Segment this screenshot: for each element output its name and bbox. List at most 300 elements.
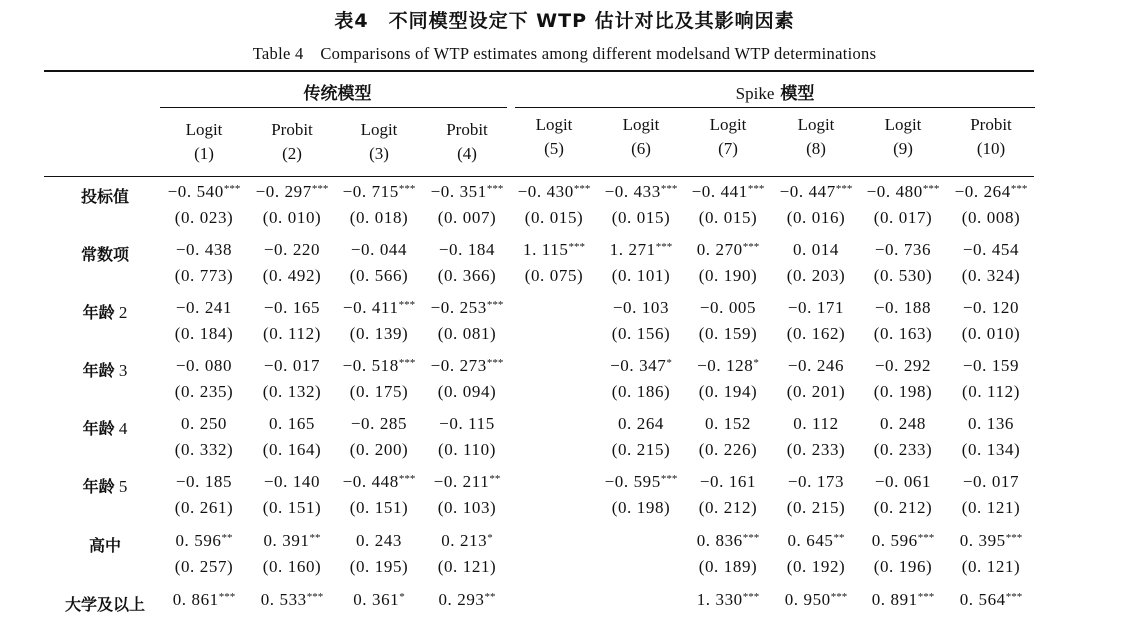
significance-stars: *** xyxy=(742,532,760,544)
coefficient-cell xyxy=(597,472,685,492)
significance-stars: *** xyxy=(486,183,504,195)
coefficient-value: −0. 292 xyxy=(874,356,932,375)
standard-error-cell: (0. 132) xyxy=(262,382,322,401)
coefficient-value: −0. 715 xyxy=(342,182,399,201)
column-header-3 xyxy=(335,118,423,166)
coefficient-cell xyxy=(772,298,860,318)
coefficient-value: 0. 596 xyxy=(175,531,222,550)
coefficient-value: 1. 271 xyxy=(609,240,656,259)
coefficient-cell xyxy=(160,240,248,260)
significance-stars: *** xyxy=(486,357,504,369)
coefficient-cell xyxy=(684,531,772,551)
coefficient-value: −0. 480 xyxy=(866,182,923,201)
coefficient-value: 0. 596 xyxy=(871,531,918,550)
coefficient-value: −0. 017 xyxy=(962,472,1020,491)
coefficient-value: 0. 264 xyxy=(617,414,665,433)
standard-error-cell: (0. 566) xyxy=(349,266,409,285)
significance-stars: *** xyxy=(917,591,935,603)
significance-stars: *** xyxy=(486,299,504,311)
column-model-name: Probit xyxy=(970,115,1012,134)
coefficient-value: −0. 433 xyxy=(604,182,661,201)
row-label xyxy=(50,474,160,497)
standard-error-cell: (0. 160) xyxy=(262,557,322,576)
standard-error-cell: (0. 212) xyxy=(873,498,933,517)
coefficient-cell xyxy=(248,240,336,260)
significance-stars: * xyxy=(399,591,405,603)
standard-error-cell: (0. 103) xyxy=(437,498,497,517)
coefficient-value: −0. 115 xyxy=(439,414,495,433)
coefficient-value: 0. 564 xyxy=(959,590,1006,609)
standard-error-cell: (0. 015) xyxy=(698,208,758,227)
significance-stars: *** xyxy=(573,183,591,195)
coefficient-value: 0. 248 xyxy=(879,414,927,433)
coefficient-value: 0. 250 xyxy=(180,414,228,433)
standard-error-cell: (0. 324) xyxy=(961,266,1021,285)
significance-stars: *** xyxy=(223,183,241,195)
coefficient-value: −0. 241 xyxy=(175,298,233,317)
coefficient-value: −0. 173 xyxy=(787,472,845,491)
coefficient-value: −0. 595 xyxy=(604,472,661,491)
significance-stars: ** xyxy=(309,532,321,544)
standard-error-cell: (0. 121) xyxy=(961,557,1021,576)
standard-error-cell: (0. 139) xyxy=(349,324,409,343)
coefficient-value: −0. 264 xyxy=(954,182,1011,201)
coefficient-value: 0. 136 xyxy=(967,414,1015,433)
standard-error-cell: (0. 121) xyxy=(961,498,1021,517)
coefficient-value: 0. 645 xyxy=(787,531,834,550)
coefficient-cell xyxy=(772,472,860,492)
coefficient-value: 0. 112 xyxy=(793,414,839,433)
coefficient-value: −0. 285 xyxy=(350,414,408,433)
coefficient-cell xyxy=(772,531,860,551)
standard-error-cell: (0. 366) xyxy=(437,266,497,285)
significance-stars: ** xyxy=(833,532,845,544)
column-header-10 xyxy=(947,113,1035,161)
coefficient-value: 0. 270 xyxy=(696,240,743,259)
coefficient-value: −0. 297 xyxy=(255,182,312,201)
coefficient-cell xyxy=(597,182,685,202)
standard-error-cell: (0. 015) xyxy=(524,208,584,227)
coefficient-cell xyxy=(248,590,336,610)
coefficient-cell xyxy=(423,298,511,318)
standard-error-cell: (0. 163) xyxy=(873,324,933,343)
coefficient-value: −0. 005 xyxy=(699,298,757,317)
coefficient-value: −0. 211 xyxy=(433,472,490,491)
coefficient-cell xyxy=(859,590,947,610)
coefficient-value: −0. 140 xyxy=(263,472,321,491)
coefficient-value: 0. 395 xyxy=(959,531,1006,550)
standard-error-cell: (0. 151) xyxy=(262,498,322,517)
row-label-text: 年龄 xyxy=(82,477,115,496)
coefficient-value: 0. 243 xyxy=(355,531,403,550)
coefficient-cell xyxy=(597,414,685,434)
standard-error-cell: (0. 007) xyxy=(437,208,497,227)
standard-error-cell: (0. 492) xyxy=(262,266,322,285)
coefficient-cell xyxy=(597,240,685,260)
standard-error-cell: (0. 008) xyxy=(961,208,1021,227)
coefficient-cell xyxy=(248,182,336,202)
standard-error-cell: (0. 156) xyxy=(611,324,671,343)
significance-stars: * xyxy=(753,357,759,369)
coefficient-cell xyxy=(597,356,685,376)
column-header-8 xyxy=(772,113,860,161)
coefficient-cell xyxy=(859,356,947,376)
standard-error-cell: (0. 196) xyxy=(873,557,933,576)
coefficient-cell xyxy=(335,182,423,202)
coefficient-cell xyxy=(684,590,772,610)
standard-error-cell: (0. 200) xyxy=(349,440,409,459)
coefficient-cell xyxy=(335,590,423,610)
column-model-name: Logit xyxy=(622,115,660,134)
coefficient-cell xyxy=(947,414,1035,434)
column-model-name: Logit xyxy=(360,120,398,139)
standard-error-cell: (0. 192) xyxy=(786,557,846,576)
standard-error-cell: (0. 226) xyxy=(698,440,758,459)
coefficient-cell xyxy=(160,356,248,376)
coefficient-cell xyxy=(859,472,947,492)
standard-error-cell: (0. 233) xyxy=(873,440,933,459)
standard-error-cell: (0. 151) xyxy=(349,498,409,517)
header-bottom-rule xyxy=(44,176,1034,177)
row-label-text: 年龄 xyxy=(82,419,115,438)
coefficient-value: −0. 080 xyxy=(175,356,233,375)
standard-error-cell: (0. 198) xyxy=(611,498,671,517)
significance-stars: * xyxy=(487,532,493,544)
row-label-number: 2 xyxy=(114,303,128,322)
significance-stars: *** xyxy=(1005,532,1023,544)
standard-error-cell: (0. 134) xyxy=(961,440,1021,459)
coefficient-value: −0. 184 xyxy=(438,240,496,259)
coefficient-value: −0. 273 xyxy=(430,356,487,375)
coefficient-value: −0. 540 xyxy=(167,182,224,201)
column-number: (2) xyxy=(282,144,302,163)
significance-stars: *** xyxy=(1010,183,1028,195)
column-number: (4) xyxy=(457,144,477,163)
coefficient-value: −0. 128 xyxy=(697,356,754,375)
significance-stars: ** xyxy=(484,591,496,603)
coefficient-cell xyxy=(859,531,947,551)
significance-stars: *** xyxy=(218,591,236,603)
row-label-text: 高中 xyxy=(88,536,121,555)
coefficient-cell xyxy=(335,298,423,318)
coefficient-cell xyxy=(160,414,248,434)
significance-stars: *** xyxy=(311,183,329,195)
column-header-5 xyxy=(510,113,598,161)
column-header-6 xyxy=(597,113,685,161)
standard-error-cell: (0. 023) xyxy=(174,208,234,227)
coefficient-value: −0. 185 xyxy=(175,472,233,491)
coefficient-cell xyxy=(248,298,336,318)
column-number: (8) xyxy=(806,139,826,158)
column-header-1 xyxy=(160,118,248,166)
column-number: (9) xyxy=(893,139,913,158)
standard-error-cell: (0. 164) xyxy=(262,440,322,459)
coefficient-cell xyxy=(859,240,947,260)
row-label-number: 5 xyxy=(114,477,128,496)
coefficient-value: 1. 115 xyxy=(523,240,569,259)
coefficient-value: 0. 213 xyxy=(441,531,488,550)
standard-error-cell: (0. 203) xyxy=(786,266,846,285)
row-label-text: 年龄 xyxy=(82,303,115,322)
standard-error-cell: (0. 094) xyxy=(437,382,497,401)
coefficient-cell xyxy=(597,298,685,318)
column-model-name: Probit xyxy=(271,120,313,139)
column-number: (5) xyxy=(544,139,564,158)
coefficient-cell xyxy=(772,356,860,376)
coefficient-cell xyxy=(423,182,511,202)
significance-stars: *** xyxy=(830,591,848,603)
significance-stars: ** xyxy=(221,532,233,544)
coefficient-cell xyxy=(947,472,1035,492)
column-number: (6) xyxy=(631,139,651,158)
coefficient-cell xyxy=(248,472,336,492)
coefficient-cell xyxy=(947,240,1035,260)
row-label-text: 年龄 xyxy=(82,361,115,380)
coefficient-value: −0. 171 xyxy=(787,298,845,317)
significance-stars: ** xyxy=(489,473,501,485)
standard-error-cell: (0. 530) xyxy=(873,266,933,285)
significance-stars: *** xyxy=(742,241,760,253)
coefficient-cell xyxy=(684,414,772,434)
coefficient-value: −0. 438 xyxy=(175,240,233,259)
coefficient-value: 0. 533 xyxy=(260,590,307,609)
significance-stars: *** xyxy=(398,357,416,369)
coefficient-cell xyxy=(335,240,423,260)
column-header-2 xyxy=(248,118,336,166)
standard-error-cell: (0. 010) xyxy=(961,324,1021,343)
standard-error-cell: (0. 235) xyxy=(174,382,234,401)
coefficient-value: −0. 411 xyxy=(342,298,399,317)
coefficient-value: 0. 861 xyxy=(172,590,219,609)
significance-stars: *** xyxy=(398,183,416,195)
coefficient-cell xyxy=(947,298,1035,318)
coefficient-cell xyxy=(772,182,860,202)
group-spike-en: Spike xyxy=(735,84,775,103)
significance-stars: *** xyxy=(660,183,678,195)
column-number: (7) xyxy=(718,139,738,158)
row-label xyxy=(50,358,160,381)
significance-stars: * xyxy=(666,357,672,369)
coefficient-value: 0. 014 xyxy=(792,240,840,259)
coefficient-cell xyxy=(684,298,772,318)
table-title-cn: 表4 不同模型设定下 WTP 估计对比及其影响因素 xyxy=(334,10,795,32)
coefficient-value: 0. 950 xyxy=(784,590,831,609)
coefficient-cell xyxy=(160,298,248,318)
standard-error-cell: (0. 112) xyxy=(263,324,321,343)
column-model-name: Logit xyxy=(535,115,573,134)
coefficient-cell xyxy=(859,414,947,434)
coefficient-value: −0. 454 xyxy=(962,240,1020,259)
table-title-en: Table 4 Comparisons of WTP estimates among different modelsand WTP determinations xyxy=(252,44,877,63)
column-number: (3) xyxy=(369,144,389,163)
significance-stars: *** xyxy=(655,241,673,253)
coefficient-value: 0. 152 xyxy=(704,414,752,433)
coefficient-value: −0. 044 xyxy=(350,240,408,259)
coefficient-cell xyxy=(947,590,1035,610)
group-spike-cn: 模型 xyxy=(780,84,815,104)
standard-error-cell: (0. 081) xyxy=(437,324,497,343)
coefficient-cell xyxy=(335,472,423,492)
coefficient-cell xyxy=(335,531,423,551)
standard-error-cell: (0. 194) xyxy=(698,382,758,401)
standard-error-cell: (0. 162) xyxy=(786,324,846,343)
group-traditional-rule xyxy=(160,107,507,108)
row-label-text: 投标值 xyxy=(80,187,129,206)
coefficient-cell xyxy=(772,590,860,610)
standard-error-cell: (0. 112) xyxy=(962,382,1020,401)
standard-error-cell: (0. 257) xyxy=(174,557,234,576)
coefficient-value: −0. 448 xyxy=(342,472,399,491)
standard-error-cell: (0. 184) xyxy=(174,324,234,343)
standard-error-cell: (0. 016) xyxy=(786,208,846,227)
coefficient-cell xyxy=(859,182,947,202)
column-model-name: Probit xyxy=(446,120,488,139)
significance-stars: *** xyxy=(1005,591,1023,603)
standard-error-cell: (0. 198) xyxy=(873,382,933,401)
coefficient-cell xyxy=(772,240,860,260)
coefficient-cell xyxy=(248,531,336,551)
coefficient-cell xyxy=(423,472,511,492)
row-label-number: 4 xyxy=(114,419,128,438)
coefficient-value: −0. 347 xyxy=(610,356,667,375)
significance-stars: *** xyxy=(835,183,853,195)
standard-error-cell: (0. 017) xyxy=(873,208,933,227)
coefficient-value: −0. 159 xyxy=(962,356,1020,375)
coefficient-cell xyxy=(684,182,772,202)
standard-error-cell: (0. 215) xyxy=(611,440,671,459)
significance-stars: *** xyxy=(917,532,935,544)
coefficient-cell xyxy=(510,240,598,260)
standard-error-cell: (0. 261) xyxy=(174,498,234,517)
group-spike-rule xyxy=(515,107,1035,108)
column-number: (10) xyxy=(976,139,1006,158)
coefficient-cell xyxy=(423,531,511,551)
coefficient-cell xyxy=(248,356,336,376)
coefficient-cell xyxy=(510,182,598,202)
coefficient-value: −0. 017 xyxy=(263,356,321,375)
coefficient-value: 1. 330 xyxy=(696,590,743,609)
coefficient-value: −0. 246 xyxy=(787,356,845,375)
coefficient-value: −0. 165 xyxy=(263,298,321,317)
coefficient-cell xyxy=(684,240,772,260)
column-model-name: Logit xyxy=(884,115,922,134)
standard-error-cell: (0. 186) xyxy=(611,382,671,401)
standard-error-cell: (0. 175) xyxy=(349,382,409,401)
coefficient-cell xyxy=(947,531,1035,551)
standard-error-cell: (0. 015) xyxy=(611,208,671,227)
standard-error-cell: (0. 159) xyxy=(698,324,758,343)
row-label xyxy=(50,184,160,207)
row-label-text: 大学及以上 xyxy=(64,595,145,614)
column-header-9 xyxy=(859,113,947,161)
standard-error-cell: (0. 233) xyxy=(786,440,846,459)
standard-error-cell: (0. 190) xyxy=(698,266,758,285)
coefficient-cell xyxy=(160,531,248,551)
coefficient-cell xyxy=(684,356,772,376)
standard-error-cell: (0. 773) xyxy=(174,266,234,285)
coefficient-value: 0. 165 xyxy=(268,414,316,433)
coefficient-cell xyxy=(160,182,248,202)
coefficient-cell xyxy=(160,590,248,610)
row-label-text: 常数项 xyxy=(80,245,129,264)
coefficient-cell xyxy=(423,356,511,376)
significance-stars: *** xyxy=(922,183,940,195)
row-label xyxy=(50,592,160,615)
coefficient-cell xyxy=(947,182,1035,202)
coefficient-value: −0. 161 xyxy=(699,472,757,491)
standard-error-cell: (0. 189) xyxy=(698,557,758,576)
group-traditional-label xyxy=(160,79,515,104)
standard-error-cell: (0. 121) xyxy=(437,557,497,576)
coefficient-value: 0. 293 xyxy=(438,590,485,609)
column-header-4 xyxy=(423,118,511,166)
coefficient-value: −0. 518 xyxy=(342,356,399,375)
standard-error-cell: (0. 215) xyxy=(786,498,846,517)
coefficient-value: −0. 120 xyxy=(962,298,1020,317)
standard-error-cell: (0. 110) xyxy=(438,440,496,459)
coefficient-cell xyxy=(423,240,511,260)
coefficient-value: 0. 891 xyxy=(871,590,918,609)
coefficient-cell xyxy=(772,414,860,434)
column-header-7 xyxy=(684,113,772,161)
standard-error-cell: (0. 212) xyxy=(698,498,758,517)
coefficient-cell xyxy=(947,356,1035,376)
standard-error-cell: (0. 018) xyxy=(349,208,409,227)
coefficient-value: −0. 736 xyxy=(874,240,932,259)
coefficient-value: −0. 351 xyxy=(430,182,487,201)
standard-error-cell: (0. 201) xyxy=(786,382,846,401)
coefficient-value: −0. 103 xyxy=(612,298,670,317)
column-number: (1) xyxy=(194,144,214,163)
top-rule xyxy=(44,70,1034,72)
column-model-name: Logit xyxy=(797,115,835,134)
coefficient-value: −0. 253 xyxy=(430,298,487,317)
row-label-number: 3 xyxy=(114,361,128,380)
coefficient-value: −0. 220 xyxy=(263,240,321,259)
significance-stars: *** xyxy=(747,183,765,195)
coefficient-cell xyxy=(248,414,336,434)
coefficient-value: 0. 391 xyxy=(263,531,310,550)
standard-error-cell: (0. 195) xyxy=(349,557,409,576)
significance-stars: *** xyxy=(568,241,585,253)
column-model-name: Logit xyxy=(709,115,747,134)
row-label xyxy=(50,533,160,556)
significance-stars: *** xyxy=(398,473,416,485)
coefficient-value: −0. 441 xyxy=(691,182,748,201)
row-label xyxy=(50,416,160,439)
coefficient-cell xyxy=(335,356,423,376)
coefficient-value: 0. 361 xyxy=(353,590,400,609)
significance-stars: *** xyxy=(742,591,760,603)
coefficient-value: 0. 836 xyxy=(696,531,743,550)
coefficient-value: −0. 447 xyxy=(779,182,836,201)
coefficient-value: −0. 061 xyxy=(874,472,932,491)
significance-stars: *** xyxy=(398,299,416,311)
standard-error-cell: (0. 075) xyxy=(524,266,584,285)
coefficient-cell xyxy=(160,472,248,492)
coefficient-cell xyxy=(859,298,947,318)
standard-error-cell: (0. 332) xyxy=(174,440,234,459)
coefficient-value: −0. 430 xyxy=(517,182,574,201)
significance-stars: *** xyxy=(306,591,324,603)
column-model-name: Logit xyxy=(185,120,223,139)
significance-stars: *** xyxy=(660,473,678,485)
standard-error-cell: (0. 010) xyxy=(262,208,322,227)
row-label xyxy=(50,242,160,265)
row-label xyxy=(50,300,160,323)
coefficient-value: −0. 188 xyxy=(874,298,932,317)
coefficient-cell xyxy=(423,414,511,434)
